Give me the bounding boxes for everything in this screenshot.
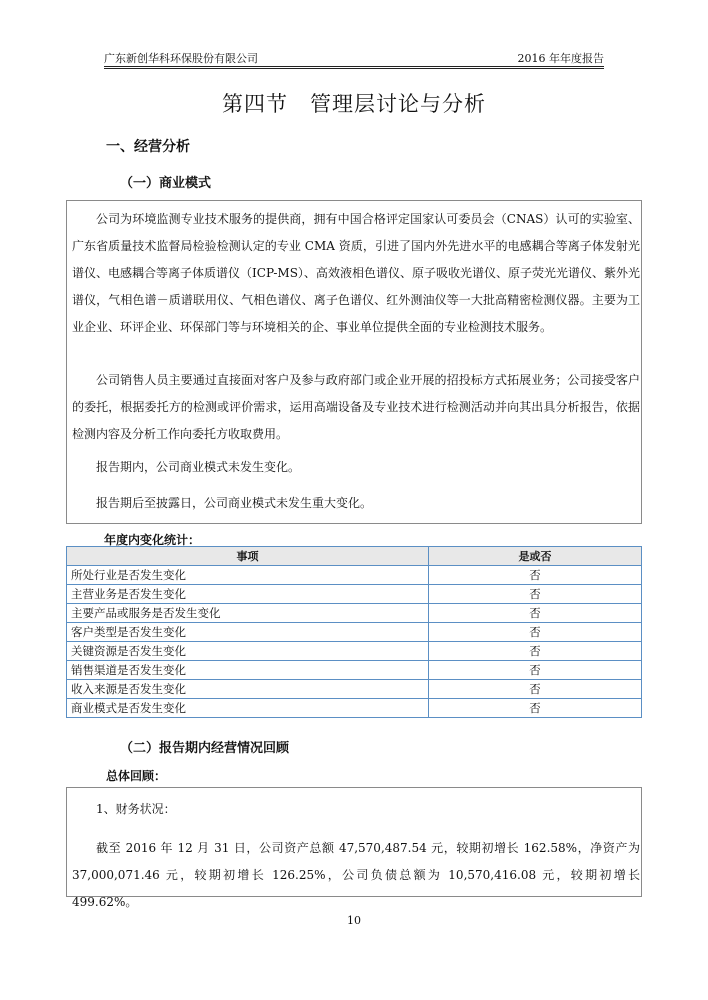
subsection-heading-business-model: （一）商业模式 bbox=[120, 176, 212, 191]
row-item: 关键资源是否发生变化 bbox=[67, 642, 429, 661]
business-paragraph-4: 报告期后至披露日，公司商业模式未发生重大变化。 bbox=[96, 496, 373, 510]
row-value: 否 bbox=[429, 680, 642, 699]
business-paragraph-2: 公司销售人员主要通过直接面对客户及参与政府部门或企业开展的招投标方式拓展业务；公司接受客户的委托，根据委托方的检测或评价需求，运用高端设备及专业技术进行检测活动并向其出具分析报告，依据检测内容及分析工作向委托方收取费用。 bbox=[72, 373, 640, 441]
header-item: 事项 bbox=[67, 547, 429, 566]
overview-label: 总体回顾： bbox=[106, 769, 167, 783]
header-company: 广东新创华科环保股份有限公司 bbox=[104, 52, 258, 65]
business-paragraph-1: 公司为环境监测专业技术服务的提供商，拥有中国合格评定国家认可委员会（CNAS）认可的实验室、广东省质量技术监督局检验检测认定的专业 CMA 资质，引进了国内外先进水平的电感耦合等离子体发射光谱仪、电感耦合等离子体质谱仪（ICP-MS）、高效液相色谱仪、原子吸收光谱仪、原子荧光光谱仪、紫外光谱仪，气相色谱－质谱联用仪、气相色谱仪、离子色谱仪、红外测油仪等一大批高精密检测仪器。主要为工业企业、环评企业、环保部门等与环境相关的企、事业单位提供全面的专业检测技术服务。 bbox=[72, 212, 640, 334]
page-title: 第四节 管理层讨论与分析 bbox=[222, 92, 486, 116]
section-heading: 一、经营分析 bbox=[106, 139, 190, 155]
row-value: 否 bbox=[429, 661, 642, 680]
finance-text: 截至 2016 年 12 月 31 日，公司资产总额 47,570,487.54 元，较期初增长 162.58%，净资产为 37,000,071.46 元，较期初增长 126.25%，公司负债总额为 10,570,416.08 元，较期初增长 499.62%。 bbox=[72, 841, 640, 909]
table-row bbox=[67, 604, 642, 623]
table-row bbox=[67, 642, 642, 661]
row-item: 收入来源是否发生变化 bbox=[67, 680, 429, 699]
table-header-row bbox=[67, 547, 642, 566]
business-paragraph-3: 报告期内，公司商业模式未发生变化。 bbox=[96, 460, 301, 474]
row-item: 客户类型是否发生变化 bbox=[67, 623, 429, 642]
table-row bbox=[67, 566, 642, 585]
row-item: 销售渠道是否发生变化 bbox=[67, 661, 429, 680]
header-rule bbox=[104, 66, 604, 67]
page-number: 10 bbox=[347, 914, 361, 927]
annual-change-label: 年度内变化统计： bbox=[104, 533, 201, 547]
header-yes-no: 是或否 bbox=[429, 547, 642, 566]
row-item: 主要产品或服务是否发生变化 bbox=[67, 604, 429, 623]
table-row bbox=[67, 680, 642, 699]
table-row bbox=[67, 585, 642, 604]
table-row bbox=[67, 699, 642, 718]
row-item: 商业模式是否发生变化 bbox=[67, 699, 429, 718]
row-value: 否 bbox=[429, 623, 642, 642]
table-row bbox=[67, 623, 642, 642]
row-value: 否 bbox=[429, 566, 642, 585]
row-value: 否 bbox=[429, 585, 642, 604]
header-report-title: 2016 年年度报告 bbox=[517, 52, 604, 65]
header-rule-2 bbox=[104, 68, 604, 69]
subsection-heading-operations-review: （二）报告期内经营情况回顾 bbox=[120, 741, 290, 756]
row-item: 所处行业是否发生变化 bbox=[67, 566, 429, 585]
row-value: 否 bbox=[429, 699, 642, 718]
row-value: 否 bbox=[429, 604, 642, 623]
change-stats-table bbox=[66, 546, 642, 718]
table-row bbox=[67, 661, 642, 680]
finance-title: 1、财务状况： bbox=[96, 802, 176, 816]
row-value: 否 bbox=[429, 642, 642, 661]
row-item: 主营业务是否发生变化 bbox=[67, 585, 429, 604]
